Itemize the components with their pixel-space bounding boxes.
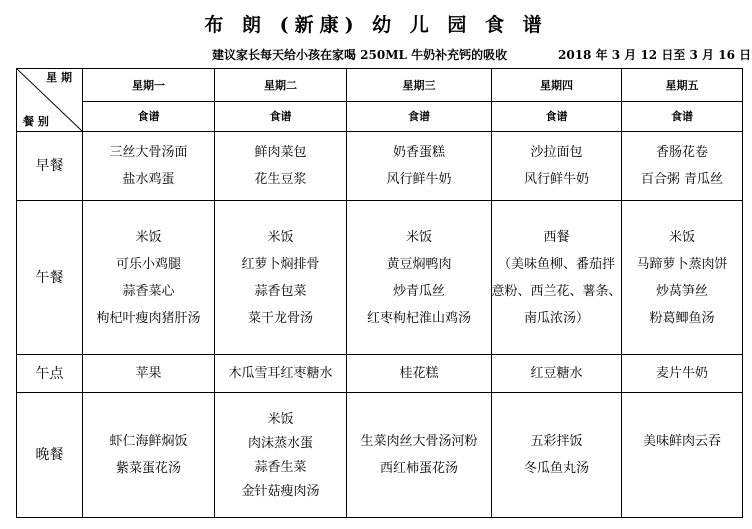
dish: （美味鱼柳、番茄拌 [497,256,615,272]
dish: 金针菇瘦肉汤 [241,483,320,499]
dish: 鲜肉菜包 [254,145,307,160]
dinner-thu [492,393,622,518]
dish: 粉葛鲫鱼汤 [649,310,715,326]
dish: 奶香蛋糕 [392,145,445,160]
snack-tue: 木瓜雪耳红枣糖水 [215,355,347,393]
dish: 肉沫蒸水蛋 [247,435,313,451]
dish: 意粉、西兰花、薯条、 [491,283,622,299]
snack-thu: 红豆糖水 [492,355,622,393]
breakfast-tue [215,132,347,201]
snack-fri: 麦片牛奶 [622,355,743,393]
page-title: 布 朗 (新康) 幼 儿 园 食 谱 [204,14,548,36]
day-header-tue: 星期二 [215,69,347,102]
lunch-mon [83,201,215,355]
snack-row [17,355,743,393]
dish: 蒜香生菜 [254,459,307,475]
dish: 黄豆焖鸭肉 [386,256,452,272]
dish: 南瓜浓汤） [523,310,589,326]
day-header-fri: 星期五 [622,69,743,102]
corner-cell [17,69,83,132]
menu-table [16,68,743,518]
shipu-label: 食谱 [622,102,743,132]
day-header-wed: 星期三 [347,69,492,102]
dish: 五彩拌饭 [530,434,583,449]
meal-label-lunch: 午餐 [17,201,83,355]
day-header-thu: 星期四 [492,69,622,102]
dish: 米饭 [405,229,432,245]
dish: 炒莴笋丝 [655,283,708,299]
dish: 红枣枸杞淮山鸡汤 [366,310,471,326]
meal-label-breakfast: 早餐 [17,132,83,201]
dinner-mon [83,393,215,518]
lunch-row [17,201,743,355]
meal-label-dinner: 晚餐 [17,393,83,518]
dish: 风行鲜牛奶 [523,172,589,187]
shipu-label: 食谱 [83,102,215,132]
lunch-wed [347,201,492,355]
corner-weekday-label: 星 期 [46,71,72,84]
dish: 米饭 [668,229,695,245]
date-range: 2018 年 3 月 12 日至 3 月 16 日 [558,48,752,62]
lunch-tue [215,201,347,355]
dish: 花生豆浆 [254,172,307,187]
dish: 红萝卜焖排骨 [241,256,320,272]
dish: 百合粥 青瓜丝 [640,172,724,187]
dinner-row [17,393,743,518]
day-header-mon: 星期一 [83,69,215,102]
dinner-wed [347,393,492,518]
dish: 美味鲜肉云吞 [642,433,721,449]
dish: 紫菜蛋花汤 [115,461,181,476]
breakfast-fri [622,132,743,201]
dish: 香肠花卷 [655,145,708,160]
dinner-tue [215,393,347,518]
dish: 西餐 [543,229,570,245]
dish: 马蹄萝卜蒸肉饼 [636,256,728,272]
lunch-fri [622,201,743,355]
milk-advice: 建议家长每天给小孩在家喝 250ML 牛奶补充钙的吸收 [212,48,508,62]
breakfast-thu [492,132,622,201]
shipu-label: 食谱 [215,102,347,132]
dish: 风行鲜牛奶 [386,172,452,187]
dish: 菜干龙骨汤 [247,310,313,326]
dish: 冬瓜鱼丸汤 [523,461,589,476]
dish: 蒜香菜心 [122,283,175,299]
snack-wed: 桂花糕 [347,355,492,393]
dish: 沙拉面包 [530,145,583,160]
lunch-thu [492,201,622,355]
header-row-shipu [17,102,743,132]
dish: 西红柿蛋花汤 [379,461,458,476]
dish: 米饭 [267,229,294,245]
dish: 虾仁海鲜焖饭 [109,434,188,449]
dinner-fri [622,393,743,518]
snack-mon: 苹果 [83,355,215,393]
dish: 炒青瓜丝 [392,283,445,299]
breakfast-row [17,132,743,201]
breakfast-mon [83,132,215,201]
shipu-label: 食谱 [347,102,492,132]
dish: 枸杞叶瘦肉猪肝汤 [96,310,201,326]
meal-label-snack: 午点 [17,355,83,393]
dish: 盐水鸡蛋 [122,172,175,187]
dish: 蒜香包菜 [254,283,307,299]
dish: 三丝大骨汤面 [109,145,188,160]
corner-meal-label: 餐 别 [23,115,49,128]
dish: 生菜肉丝大骨汤河粉 [360,434,478,449]
dish: 可乐小鸡腿 [115,256,181,272]
dish: 米饭 [267,411,294,427]
header-row-days [17,69,743,102]
breakfast-wed [347,132,492,201]
dish: 米饭 [135,229,162,245]
shipu-label: 食谱 [492,102,622,132]
